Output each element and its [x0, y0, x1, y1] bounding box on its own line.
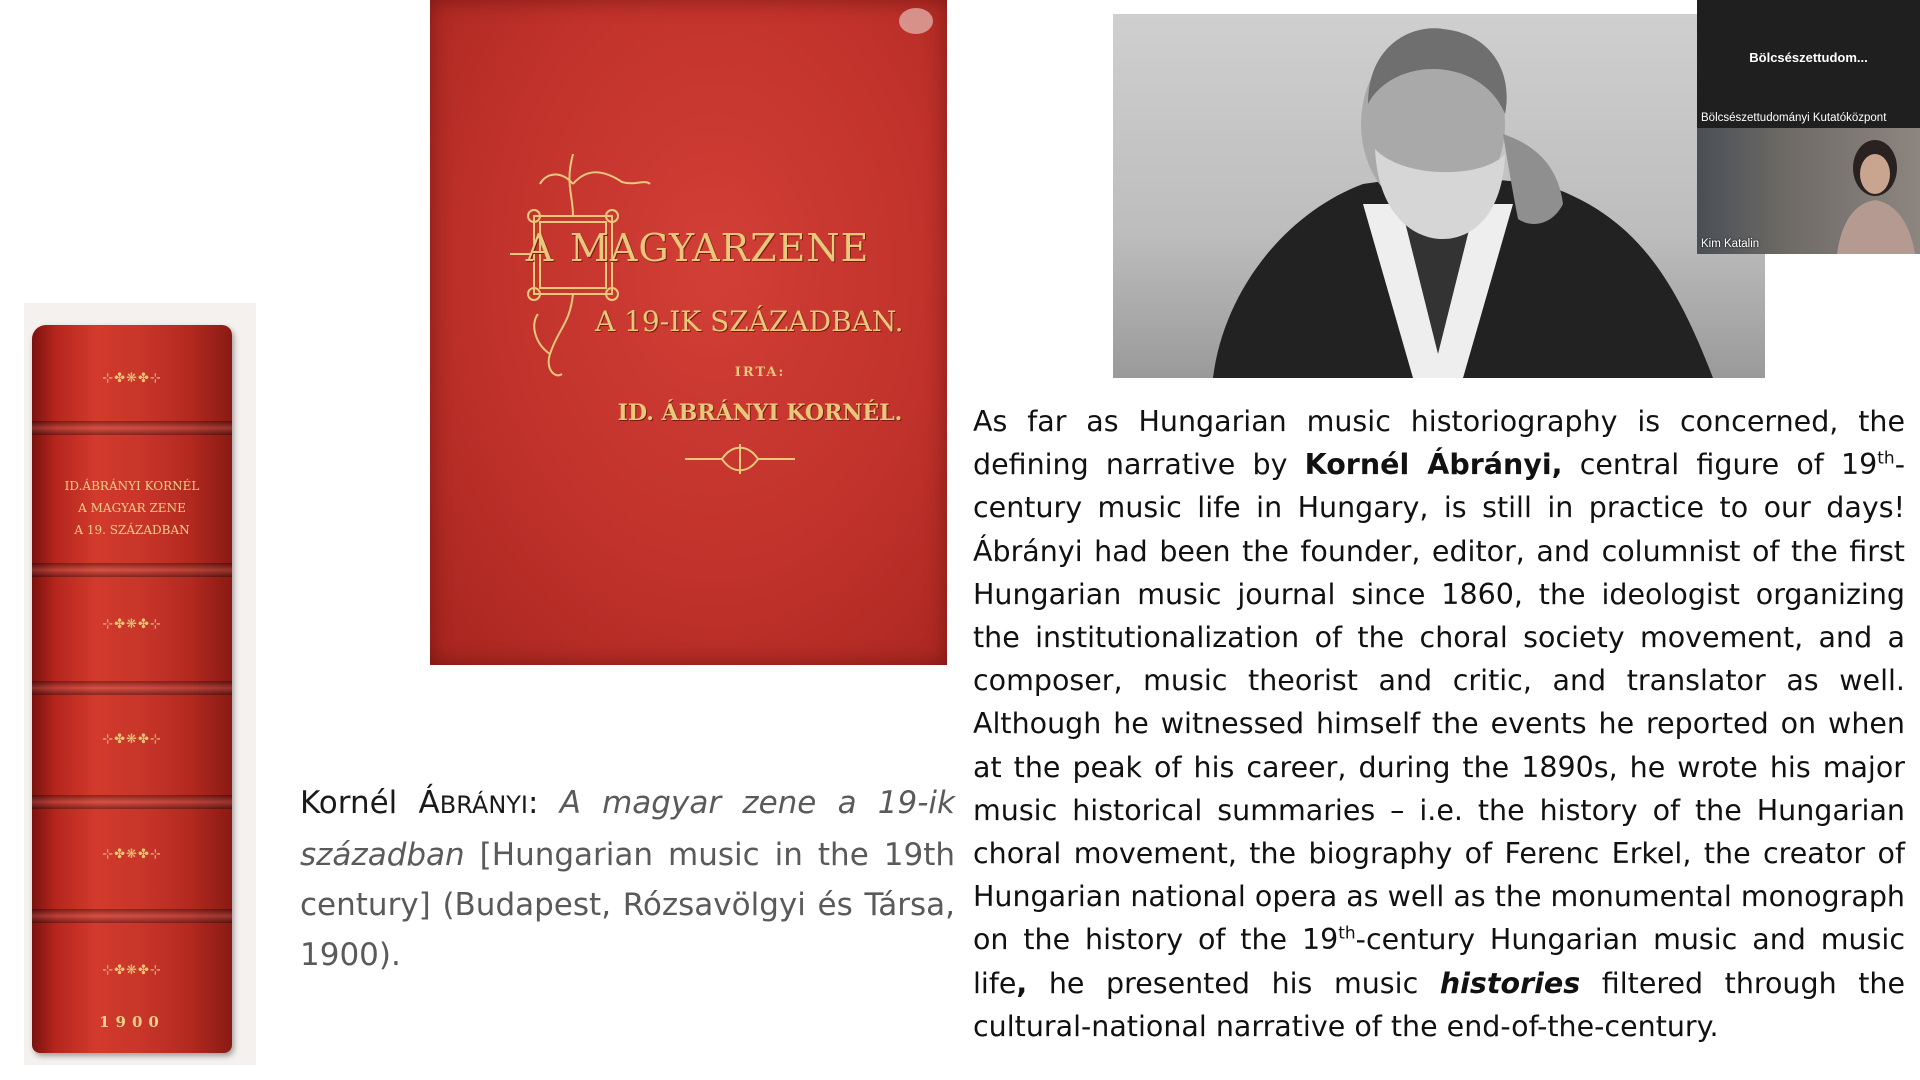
main-text-part6: filtered through the cultural-national narrative of the end-of-the-century. [973, 966, 1906, 1043]
cover-title-line2: A 19-IK SZÁZADBAN. [595, 305, 904, 338]
caption-author-rest: BRÁNYI [439, 791, 529, 819]
spine-band [32, 563, 232, 577]
spine-band [32, 421, 232, 435]
book-caption [300, 778, 955, 980]
main-text-histories: histories [1439, 966, 1581, 1000]
video-tile-institution[interactable] [1697, 0, 1920, 128]
caption-rest: [Hungarian music in the 19th century] (Budapest, Rózsavölgyi és Társa, 1900). [300, 837, 955, 973]
main-text-name: Kornél Ábrányi, [1304, 448, 1563, 482]
main-paragraph [973, 400, 1905, 1048]
spine-ornament: ⊹✤❋✤⊹ [102, 963, 162, 978]
spine-ornament: ⊹✤❋✤⊹ [102, 617, 162, 632]
book-cover-image [430, 0, 947, 665]
main-text-sup1: th [1877, 448, 1895, 469]
participant-silhouette [1697, 128, 1920, 254]
main-text-part2: central figure of 19 [1579, 448, 1878, 482]
spine-ornament: ⊹✤❋✤⊹ [102, 732, 162, 747]
spine-year: 1900 [99, 1013, 165, 1031]
caption-author-last [419, 785, 529, 821]
spine-label-line2: A MAGYAR ZENE [78, 501, 186, 515]
video-tile-title: Bölcsészettudom... [1749, 50, 1868, 65]
spine-label-line1: ID.ÁBRÁNYI KORNÉL [64, 479, 200, 493]
cover-irta: IRTA: [734, 365, 786, 380]
caption-author-initial: Á [418, 785, 440, 821]
spine [32, 325, 232, 1053]
spine-ornament: ⊹✤❋✤⊹ [102, 847, 162, 862]
participant-name: Kim Katalin [1701, 238, 1760, 250]
caption-colon: : [528, 785, 539, 821]
cover-title-a: A [525, 226, 555, 270]
spine-label-line3: A 19. SZÁZADBAN [74, 523, 190, 537]
video-tile-participant[interactable] [1697, 128, 1920, 254]
cover-title-magyarzene: MAGYARZENE [570, 226, 870, 270]
cover-author: ID. ÁBRÁNYI KORNÉL. [617, 400, 903, 426]
main-text-part3: -century music life in Hungary, is still in practice to our days! Ábrányi had been the founder, editor, and columnist of the first Hungarian music journal since 1860, the ideologist organizing the institutionalization of the choral society movement, and a composer, music theorist and critic, and translator as well. Although he witnessed himself the events he reported on when at the peak of his career, during the 1890s, he wrote his major music historical summaries – i.e. the history of the Hungarian choral movement, the biography of Ferenc Erkel, the creator of Hungarian national opera as well as the monumental monograph on the history of the 19 [973, 448, 1905, 957]
portrait-photo [1113, 14, 1765, 378]
cover-title-line1 [510, 226, 910, 270]
main-text-part1: As far as Hungarian music historiography is concerned, the defining narrative by [973, 405, 1905, 482]
portrait-figure [1113, 14, 1765, 378]
main-text-part4: -century Hungarian music and music life [973, 923, 1905, 1000]
video-panel [1697, 0, 1920, 254]
spine-band [32, 795, 232, 809]
main-text-comma: , [1016, 966, 1028, 1000]
video-tile-subtitle: Bölcsészettudományi Kutatóközpont [1701, 112, 1887, 124]
spine-band [32, 909, 232, 923]
spine-label [44, 475, 220, 541]
main-text-sup2: th [1338, 923, 1356, 944]
caption-author-first: Kornél [300, 785, 398, 821]
book-spine-image [24, 303, 256, 1065]
main-text-part5: he presented his music [1048, 966, 1419, 1000]
spine-band [32, 681, 232, 695]
cover-hole [899, 8, 933, 34]
spine-ornament: ⊹✤❋✤⊹ [102, 371, 162, 386]
caption-title: A magyar zene a 19-ik században [300, 785, 955, 873]
